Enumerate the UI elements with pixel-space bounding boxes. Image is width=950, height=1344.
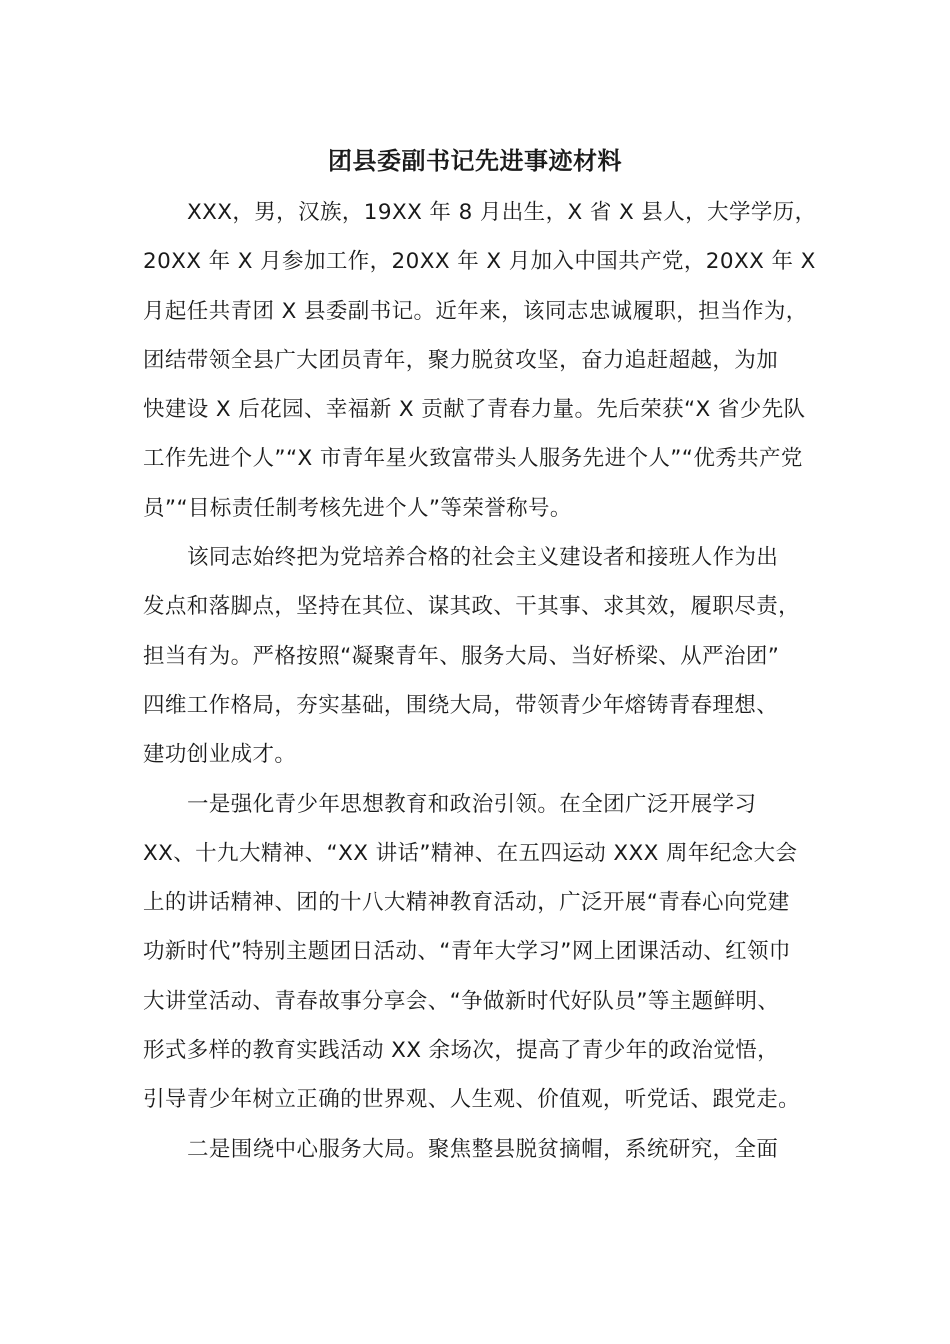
paragraph-ideological-education (143, 780, 833, 1125)
text-line: 上的讲话精神、团的十八大精神教育活动，广泛开展“青春心向党建 (143, 890, 790, 916)
text-line: 大讲堂活动、青春故事分享会、“争做新时代好队员”等主题鲜明、 (143, 988, 780, 1014)
text-line: 该同志始终把为党培养合格的社会主义建设者和接班人作为出 (187, 545, 779, 571)
text-line: 发点和落脚点，坚持在其位、谋其政、干其事、求其效，履职尽责， (143, 594, 801, 620)
text-line: 功新时代”特别主题团日活动、“青年大学习”网上团课活动、红领巾 (143, 939, 791, 965)
text-line: 工作先进个人”“X 市青年星火致富带头人服务先进个人”“优秀共产党 (143, 446, 803, 472)
text-line: 员”“目标责任制考核先进个人”等荣誉称号。 (143, 495, 572, 521)
text-line: 团结带领全县广大团员青年，聚力脱贫攻坚，奋力追赶超越，为加 (143, 347, 779, 373)
text-line: 引导青少年树立正确的世界观、人生观、价值观，听党话、跟党走。 (143, 1087, 801, 1113)
text-line: 形式多样的教育实践活动 XX 余场次，提高了青少年的政治觉悟， (143, 1038, 780, 1064)
text-line: 快建设 X 后花园、幸福新 X 贡献了青春力量。先后荣获“X 省少先队 (143, 397, 806, 423)
paragraph-profile (143, 188, 833, 533)
paragraph-serve-overall (143, 1125, 833, 1174)
document-title: 团县委副书记先进事迹材料 (328, 147, 622, 175)
text-line: 建功创业成才。 (143, 742, 297, 768)
text-line: 担当有为。严格按照“凝聚青年、服务大局、当好桥梁、从严治团” (143, 643, 780, 669)
text-line: 四维工作格局，夯实基础，围绕大局，带领青少年熔铸青春理想、 (143, 692, 779, 718)
text-line: 一是强化青少年思想教育和政治引领。在全团广泛开展学习 (187, 791, 757, 817)
text-line: XXX，男，汉族，19XX 年 8 月出生，X 省 X 县人，大学学历， (187, 200, 817, 225)
paragraph-overview (143, 533, 833, 779)
text-line: 20XX 年 X 月参加工作，20XX 年 X 月加入中国共产党，20XX 年 X (143, 249, 816, 275)
text-line: 月起任共青团 X 县委副书记。近年来，该同志忠诚履职，担当作为， (143, 298, 808, 324)
text-line: XX、十九大精神、“XX 讲话”精神、在五四运动 XXX 周年纪念大会 (143, 840, 798, 866)
text-line: 二是围绕中心服务大局。聚焦整县脱贫摘帽，系统研究，全面 (187, 1136, 779, 1162)
document-body (143, 188, 833, 1174)
